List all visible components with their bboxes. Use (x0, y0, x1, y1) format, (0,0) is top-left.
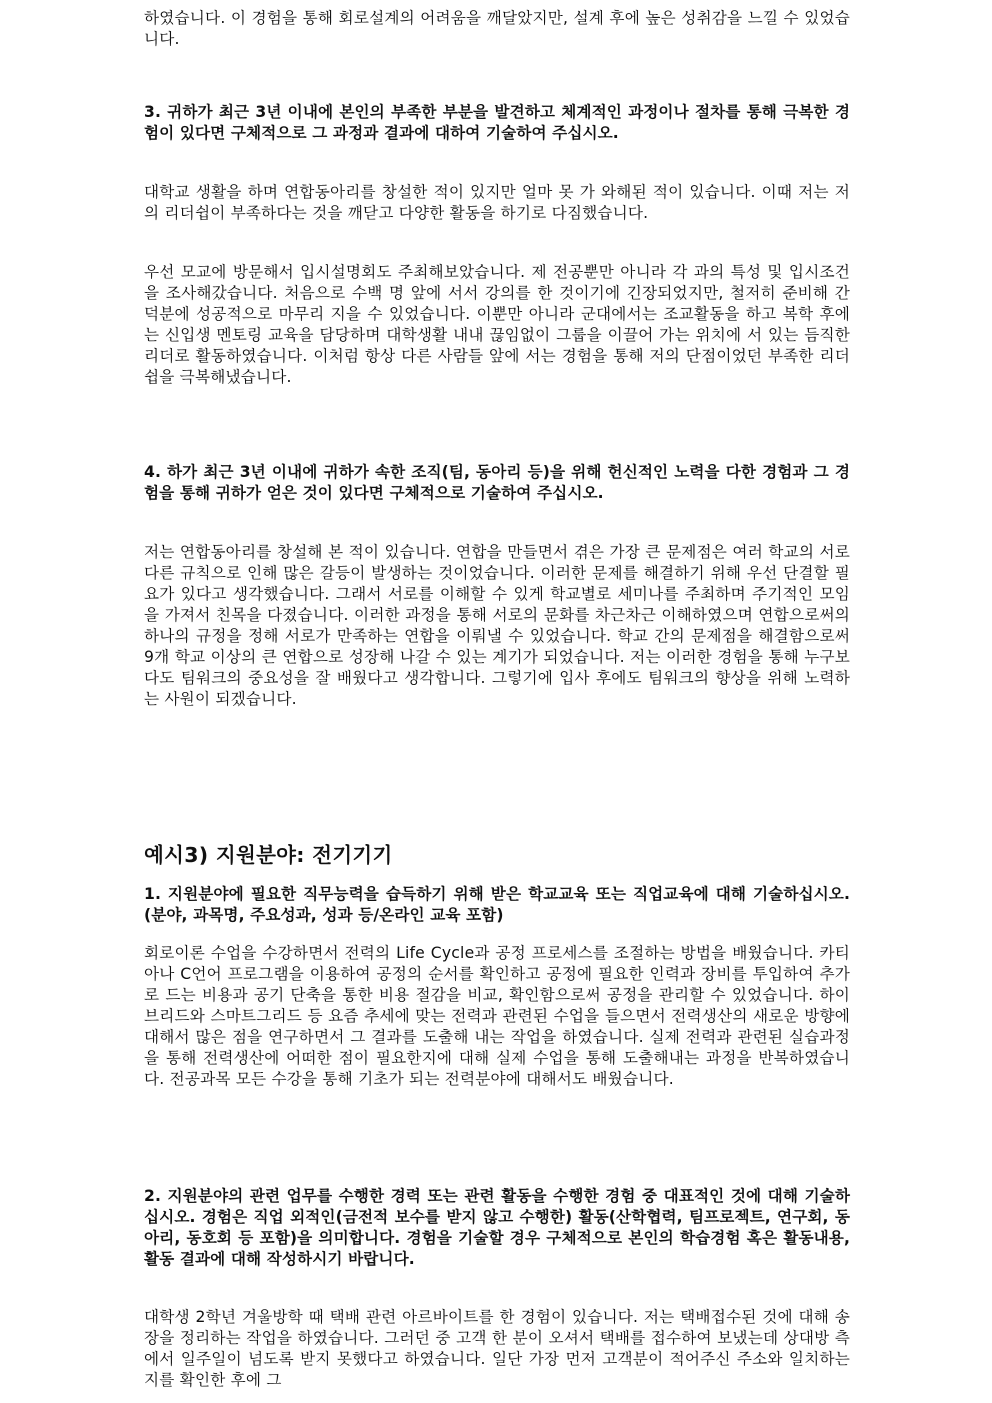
section-heading: 예시3) 지원분야: 전기기기 (144, 843, 393, 867)
answer-3-paragraph-1: 대학교 생활을 하며 연합동아리를 창설한 적이 있지만 얼마 못 가 와해된 적이 있습니다. 이때 저는 저의 리더쉽이 부족하다는 것을 깨닫고 다양한 활동을 하기로 다짐했습니다. (144, 183, 850, 222)
question-e2: 2. 지원분야의 관련 업무를 수행한 경력 또는 관련 활동을 수행한 경험 중 대표적인 것에 대해 기술하십시오. 경험은 직업 외적인(금전적 보수를 받지 않고 수행한) 활동(산학협력, 팀프로젝트, 연구회, 동아리, 동호회 등 포함)을 의미합니다. 경험을 기술할 경우 구체적으로 본인의 학습경험 혹은 활동내용, 활동 결과에 대해 작성하시기 바랍니다. (144, 1187, 850, 1268)
answer-e2-paragraph: 대학생 2학년 겨울방학 때 택배 관련 아르바이트를 한 경험이 있습니다. 저는 택배접수된 것에 대해 송장을 정리하는 작업을 하였습니다. 그러던 중 고객 한 분이 오셔서 택배를 접수하여 보냈는데 상대방 측에서 일주일이 넘도록 받지 못했다고 하였습니다. 일단 가장 먼저 고객분이 적어주신 주소와 일치하는지를 확인한 후에 그 (144, 1308, 850, 1389)
question-4: 4. 하가 최근 3년 이내에 귀하가 속한 조직(팀, 동아리 등)을 위해 헌신적인 노력을 다한 경험과 그 경험을 통해 귀하가 얻은 것이 있다면 구체적으로 기술하여 주십시오. (144, 463, 850, 502)
question-3: 3. 귀하가 최근 3년 이내에 본인의 부족한 부분을 발견하고 체계적인 과정이나 절차를 통해 극복한 경험이 있다면 구체적으로 그 과정과 결과에 대하여 기술하여 주십시오. (144, 103, 850, 142)
answer-e1-paragraph: 회로이론 수업을 수강하면서 전력의 Life Cycle과 공정 프로세스를 조절하는 방법을 배웠습니다. 카티아나 C언어 프로그램을 이용하여 공정의 순서를 확인하고 공정에 필요한 인력과 장비를 투입하여 추가로 드는 비용과 공기 단축을 통한 비용 절감을 비교, 확인함으로써 공정을 관리할 수 있었습니다. 하이브리드와 스마트그리드 등 요즘 추세에 맞는 전력과 관련된 수업을 들으면서 전력생산의 새로운 방향에 대해서 많은 점을 연구하면서 그 결과를 도출해 내는 작업을 하였습니다. 실제 전력과 관련된 실습과정을 통해 전력생산에 어떠한 점이 필요한지에 대해 실제 수업을 통해 도출해내는 과정을 반복하였습니다. 전공과목 모든 수강을 통해 기초가 되는 전력분야에 대해서도 배웠습니다. (144, 944, 850, 1088)
answer-3-paragraph-2: 우선 모교에 방문해서 입시설명회도 주최해보았습니다. 제 전공뿐만 아니라 각 과의 특성 및 입시조건을 조사해갔습니다. 처음으로 수백 명 앞에 서서 강의를 한 것이기에 긴장되었지만, 철저히 준비해 간 덕분에 성공적으로 마무리 지을 수 있었습니다. 이뿐만 아니라 군대에서는 조교활동을 하고 복학 후에는 신입생 멘토링 교육을 담당하며 대학생활 내내 끊임없이 그룹을 이끌어 가는 위치에 서 있는 듬직한 리더로 활동하였습니다. 이처럼 항상 다른 사람들 앞에 서는 경험을 통해 저의 단점이었던 부족한 리더쉽을 극복해냈습니다. (144, 263, 850, 386)
answer-4-paragraph-1: 저는 연합동아리를 창설해 본 적이 있습니다. 연합을 만들면서 겪은 가장 큰 문제점은 여러 학교의 서로 다른 규칙으로 인해 많은 갈등이 발생하는 것이었습니다. 이러한 문제를 해결하기 위해 우선 단결할 필요가 있다고 생각했습니다. 그래서 서로를 이해할 수 있게 학교별로 세미나를 주최하며 주기적인 모임을 가져서 친목을 다졌습니다. 이러한 과정을 통해 서로의 문화를 차근차근 이해하였으며 연합으로써의 하나의 규정을 정해 서로가 만족하는 연합을 이뤄낼 수 있었습니다. 학교 간의 문제점을 해결함으로써 9개 학교 이상의 큰 연합으로 성장해 나갈 수 있는 계기가 되었습니다. 저는 이러한 경험을 통해 누구보다도 팀워크의 중요성을 잘 배웠다고 생각합니다. 그렇기에 입사 후에도 팀워크의 향상을 위해 노력하는 사원이 되겠습니다. (144, 543, 850, 708)
paragraph-continuation: 하였습니다. 이 경험을 통해 회로설계의 어려움을 깨달았지만, 설계 후에 높은 성취감을 느낄 수 있었습니다. (144, 9, 850, 48)
question-e1: 1. 지원분야에 필요한 직무능력을 습득하기 위해 받은 학교교육 또는 직업교육에 대해 기술하십시오. (분야, 과목명, 주요성과, 성과 등/온라인 교육 포함) (144, 885, 850, 924)
